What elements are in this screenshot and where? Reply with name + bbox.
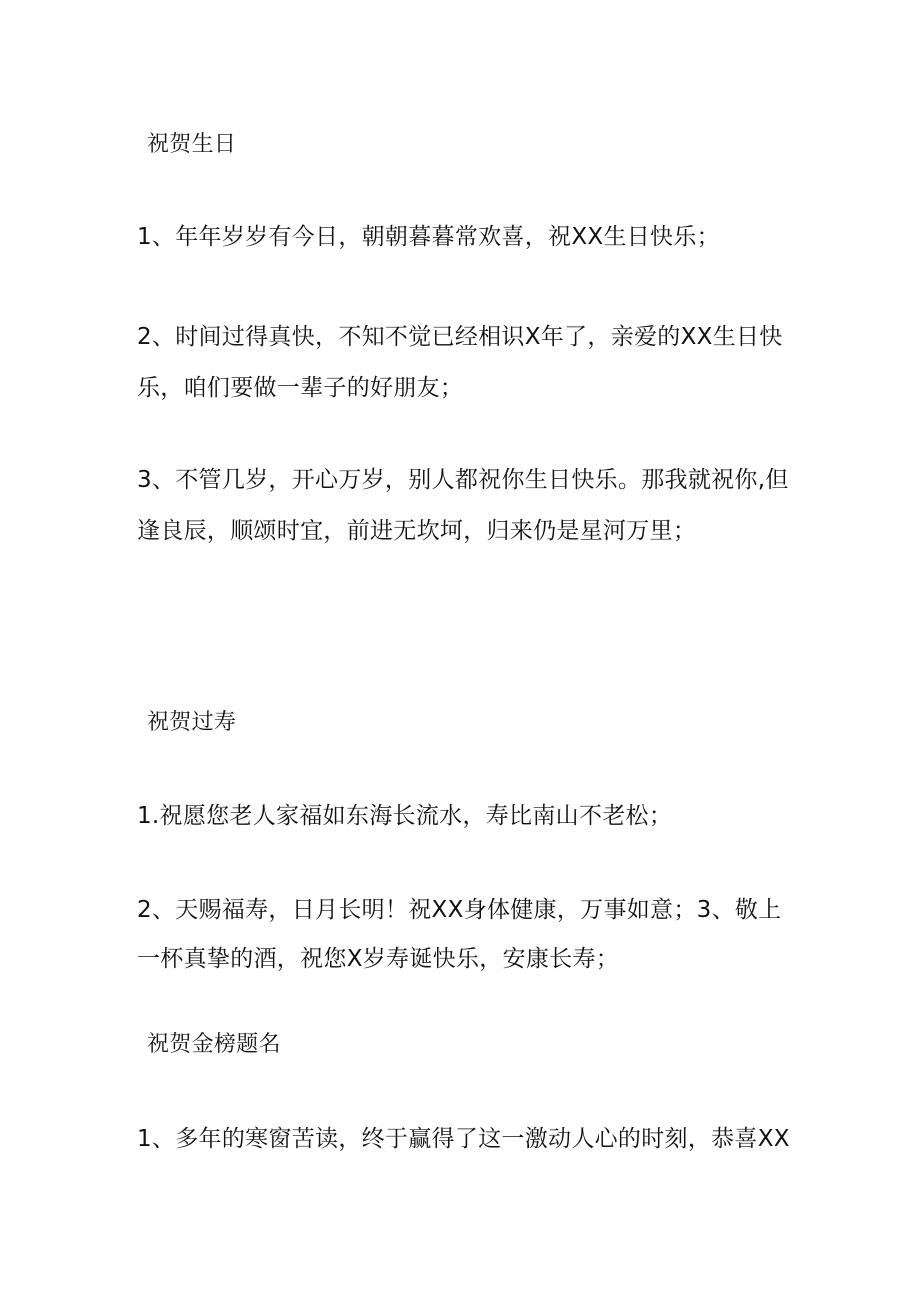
section-heading-birthday: 祝贺生日	[147, 132, 237, 157]
birthday-wish-2-line-2: 乐，咱们要做一辈子的好朋友；	[137, 375, 464, 401]
section-heading-longevity: 祝贺过寿	[147, 710, 237, 735]
exam-wish-1: 1、多年的寒窗苦读，终于赢得了这一激动人心的时刻，恭喜XX	[137, 1126, 790, 1152]
longevity-wish-2-line-2: 一杯真挚的酒，祝您X岁寿诞快乐，安康长寿；	[137, 946, 620, 972]
birthday-wish-3-line-1: 3、不管几岁，开心万岁，别人都祝你生日快乐。那我就祝你,但	[137, 467, 789, 493]
birthday-wish-3-line-2: 逢良辰，顺颂时宜，前进无坎坷，归来仍是星河万里；	[137, 518, 697, 544]
section-heading-exam-success: 祝贺金榜题名	[147, 1032, 281, 1057]
longevity-wish-2-line-1: 2、天赐福寿，日月长明！祝XX身体健康，万事如意；3、敬上	[137, 897, 782, 923]
birthday-wish-2-line-1: 2、时间过得真快，不知不觉已经相识X年了，亲爱的XX生日快	[137, 324, 783, 350]
birthday-wish-1: 1、年年岁岁有今日，朝朝暮暮常欢喜，祝XX生日快乐；	[137, 224, 720, 250]
longevity-wish-1: 1.祝愿您老人家福如东海长流水，寿比南山不老松；	[137, 803, 673, 829]
